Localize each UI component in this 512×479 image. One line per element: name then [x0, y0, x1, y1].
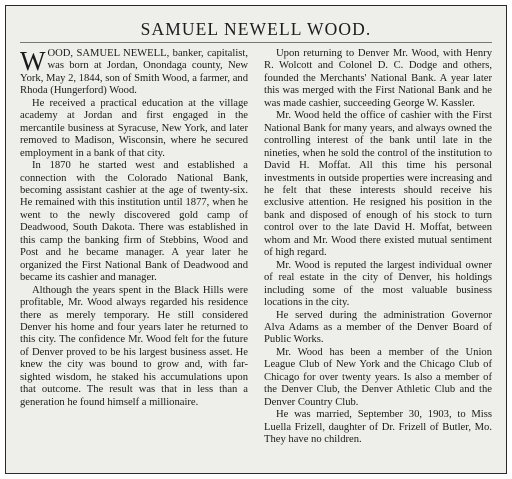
- paragraph-merchants-bank: Upon returning to Denver Mr. Wood, with Henry R. Wolcott and Colonel D. C. Dodge and others, founded the Merchants' National Bank. A year later this was merged with the First National Bank and he was made cashier, succeeding George W. Kassler.: [264, 48, 492, 109]
- paragraph-real-estate: Mr. Wood is reputed the largest individual owner of real estate in the city of Denver, his holdings including some of the most valuable business locations in the city.: [264, 259, 492, 309]
- paragraph-education: He received a practical education at the village academy at Jordan and first engaged in the mercantile business at Syracuse, New York, and later removed to Madison, Wisconsin, where he secured employment in a bank of that city.: [20, 97, 248, 159]
- biography-page: [5, 5, 507, 474]
- paragraph-intro: [20, 48, 248, 98]
- paragraph-public-works: He served during the administration Governor Alva Adams as a member of the Denver Board of Public Works.: [264, 309, 492, 346]
- paragraph-clubs: Mr. Wood has been a member of the Union League Club of New York and the Chicago Club of Chicago for over twenty years. Is also a member of the Denver Club, the Denver Athletic Club and the Denver Country Club.: [264, 346, 492, 408]
- paragraph-cashier: Mr. Wood held the office of cashier with the First National Bank for many years, and always owned the controlling interest of the bank until late in the nineties, when he sold the control of the institution to David H. Moffat. All this time his personal investments in outside properties were increasing and he felt that these interests should receive his exclusive attention. He resigned his position in the bank and disposed of enough of his stock to turn control over to the late David H. Moffat, between whom and Mr. Wood there existed mutual sentiment of high regard.: [264, 110, 492, 259]
- drop-cap: W: [20, 46, 46, 76]
- right-column: [264, 48, 492, 447]
- paragraph-marriage: He was married, September 30, 1903, to Miss Luella Frizell, daughter of Dr. Frizell of Butler, Mo. They have no children.: [264, 409, 492, 446]
- title-divider: [20, 42, 492, 43]
- paragraph-black-hills: Although the years spent in the Black Hills were profitable, Mr. Wood always regarded his residence there as merely temporary. He still considered Denver his home and four years later he returned to this city. The confidence Mr. Wood felt for the future of Denver proved to be his largest business asset. He knew the city was bound to grow and, with far-sighted wisdom, he staked his accumulations upon that outcome. The result was that in less than a generation he found himself a millionaire.: [20, 284, 248, 408]
- left-column: [20, 48, 248, 409]
- paragraph-colorado-bank: In 1870 he started west and established a connection with the Colorado National Bank, becoming assistant cashier at the age of twenty-six. He remained with this institution until 1877, when he went to the newly discovered gold camp of Deadwood, South Dakota. There was established in this camp the banking firm of Stebbins, Wood and Post and he became manager. A year later he organized the First National Bank of Deadwood and became its cashier and manager.: [20, 160, 248, 284]
- page-title: SAMUEL NEWELL WOOD.: [140, 19, 372, 39]
- intro-text: OOD, SAMUEL NEWELL, banker, capitalist, was born at Jordan, Onondaga county, New York, May 2, 1844, son of Smith Wood, a farmer, and Rhoda (Hungerford) Wood.: [20, 48, 248, 97]
